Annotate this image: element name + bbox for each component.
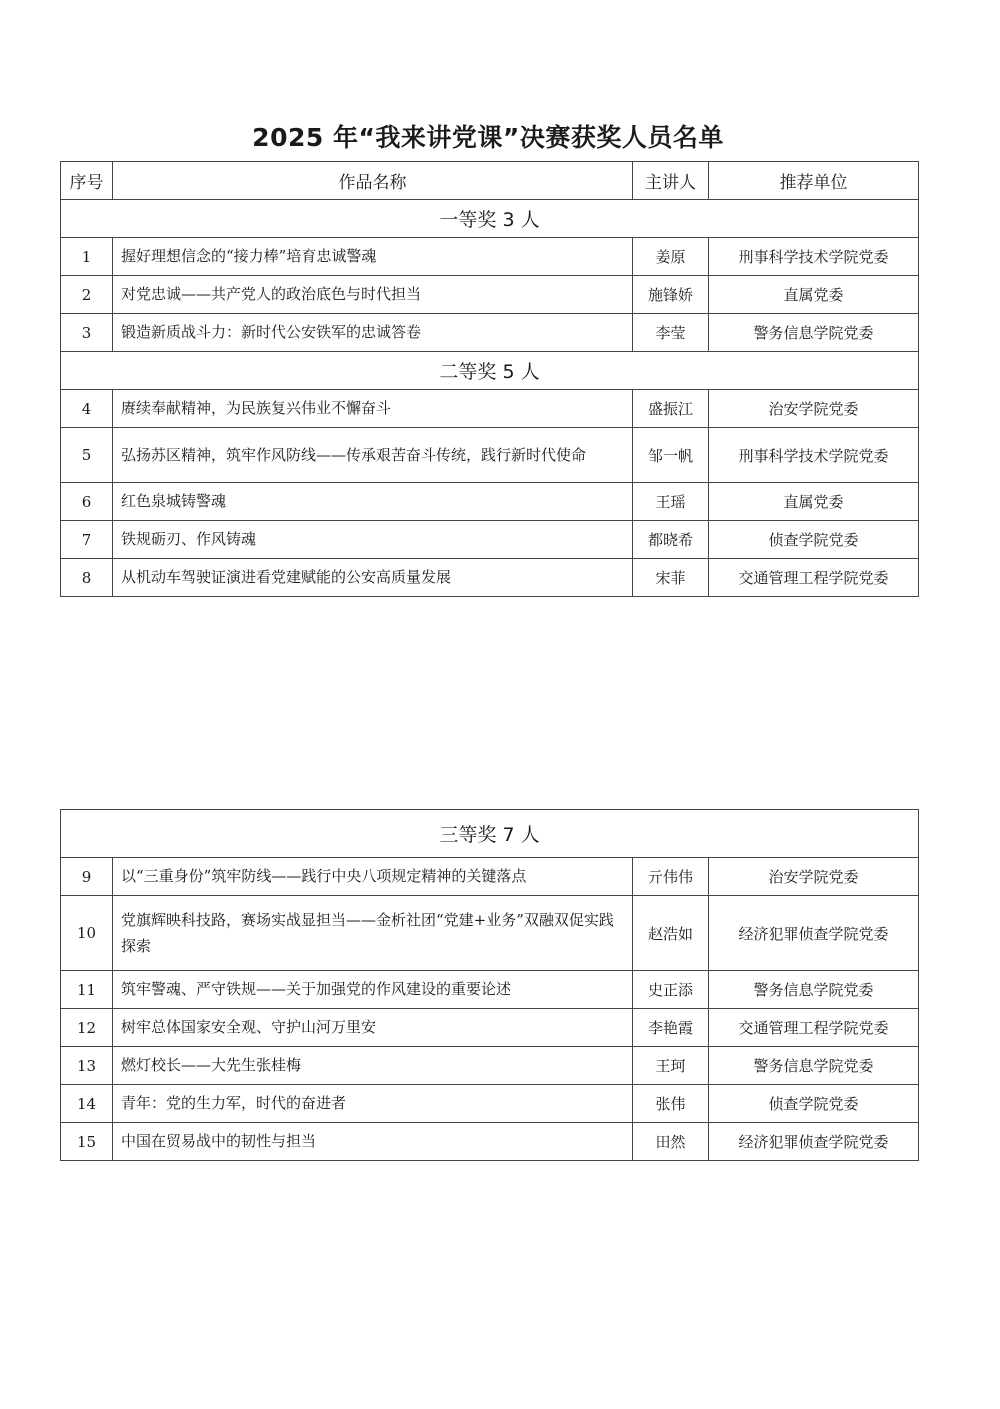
cell-speaker: 史正添 [633, 971, 709, 1009]
cell-name: 中国在贸易战中的韧性与担当 [113, 1123, 633, 1161]
header-name: 作品名称 [113, 162, 633, 200]
cell-speaker: 张伟 [633, 1085, 709, 1123]
page-title: 2025 年“我来讲党课”决赛获奖人员名单 [252, 123, 724, 152]
cell-speaker: 李莹 [633, 314, 709, 352]
cell-unit: 经济犯罪侦查学院党委 [709, 896, 919, 971]
section-label: 一等奖 3 人 [61, 200, 919, 238]
cell-no: 4 [61, 390, 113, 428]
table-row [61, 971, 919, 1009]
cell-unit: 侦查学院党委 [709, 521, 919, 559]
table-row [61, 1123, 919, 1161]
table-row [61, 1085, 919, 1123]
cell-speaker: 邹一帆 [633, 428, 709, 483]
table-row [61, 1009, 919, 1047]
table-row [61, 483, 919, 521]
section-label: 三等奖 7 人 [61, 810, 919, 858]
cell-no: 10 [61, 896, 113, 971]
cell-unit: 警务信息学院党委 [709, 1047, 919, 1085]
cell-name: 对党忠诚——共产党人的政治底色与时代担当 [113, 276, 633, 314]
cell-speaker: 都晓希 [633, 521, 709, 559]
cell-unit: 刑事科学技术学院党委 [709, 428, 919, 483]
cell-unit: 刑事科学技术学院党委 [709, 238, 919, 276]
awards-table-2 [60, 809, 919, 1161]
section-row-third-prize [61, 810, 919, 858]
header-row [61, 162, 919, 200]
cell-no: 14 [61, 1085, 113, 1123]
table-row [61, 521, 919, 559]
cell-name: 以“三重身份”筑牢防线——践行中央八项规定精神的关键落点 [113, 858, 633, 896]
cell-no: 7 [61, 521, 113, 559]
cell-name: 赓续奉献精神，为民族复兴伟业不懈奋斗 [113, 390, 633, 428]
cell-speaker: 姜原 [633, 238, 709, 276]
cell-name: 从机动车驾驶证演进看党建赋能的公安高质量发展 [113, 559, 633, 597]
section-row-second-prize [61, 352, 919, 390]
table-row [61, 896, 919, 971]
table-row [61, 428, 919, 483]
cell-name: 铁规砺刃、作风铸魂 [113, 521, 633, 559]
cell-no: 13 [61, 1047, 113, 1085]
cell-no: 2 [61, 276, 113, 314]
cell-no: 6 [61, 483, 113, 521]
table-row [61, 238, 919, 276]
section-label: 二等奖 5 人 [61, 352, 919, 390]
section-row-first-prize [61, 200, 919, 238]
table-row [61, 314, 919, 352]
cell-speaker: 王珂 [633, 1047, 709, 1085]
cell-no: 1 [61, 238, 113, 276]
cell-unit: 侦查学院党委 [709, 1085, 919, 1123]
cell-speaker: 赵浩如 [633, 896, 709, 971]
cell-name: 弘扬苏区精神，筑牢作风防线——传承艰苦奋斗传统，践行新时代使命 [113, 428, 633, 483]
cell-speaker: 田然 [633, 1123, 709, 1161]
cell-name: 锻造新质战斗力：新时代公安铁军的忠诚答卷 [113, 314, 633, 352]
cell-unit: 交通管理工程学院党委 [709, 1009, 919, 1047]
cell-unit: 交通管理工程学院党委 [709, 559, 919, 597]
cell-unit: 治安学院党委 [709, 390, 919, 428]
cell-speaker: 盛振江 [633, 390, 709, 428]
table-row [61, 390, 919, 428]
cell-speaker: 宋菲 [633, 559, 709, 597]
cell-name: 树牢总体国家安全观、守护山河万里安 [113, 1009, 633, 1047]
cell-name: 红色泉城铸警魂 [113, 483, 633, 521]
header-speaker: 主讲人 [633, 162, 709, 200]
cell-name: 燃灯校长——大先生张桂梅 [113, 1047, 633, 1085]
cell-no: 11 [61, 971, 113, 1009]
header-unit: 推荐单位 [709, 162, 919, 200]
cell-unit: 直属党委 [709, 483, 919, 521]
cell-name: 筑牢警魂、严守铁规——关于加强党的作风建设的重要论述 [113, 971, 633, 1009]
cell-name: 握好理想信念的“接力棒”培育忠诚警魂 [113, 238, 633, 276]
cell-no: 9 [61, 858, 113, 896]
cell-speaker: 李艳霞 [633, 1009, 709, 1047]
cell-speaker: 亓伟伟 [633, 858, 709, 896]
cell-no: 15 [61, 1123, 113, 1161]
cell-unit: 警务信息学院党委 [709, 971, 919, 1009]
table-row [61, 858, 919, 896]
table-row [61, 276, 919, 314]
cell-speaker: 施锋娇 [633, 276, 709, 314]
cell-unit: 经济犯罪侦查学院党委 [709, 1123, 919, 1161]
cell-name: 党旗辉映科技路，赛场实战显担当——金析社团“党建+业务”双融双促实践探索 [113, 896, 633, 971]
header-no: 序号 [61, 162, 113, 200]
awards-table-1 [60, 161, 919, 597]
table-row [61, 1047, 919, 1085]
cell-name: 青年：党的生力军，时代的奋进者 [113, 1085, 633, 1123]
cell-unit: 直属党委 [709, 276, 919, 314]
table-row [61, 559, 919, 597]
cell-speaker: 王瑶 [633, 483, 709, 521]
cell-no: 3 [61, 314, 113, 352]
cell-unit: 警务信息学院党委 [709, 314, 919, 352]
cell-unit: 治安学院党委 [709, 858, 919, 896]
cell-no: 5 [61, 428, 113, 483]
cell-no: 12 [61, 1009, 113, 1047]
cell-no: 8 [61, 559, 113, 597]
